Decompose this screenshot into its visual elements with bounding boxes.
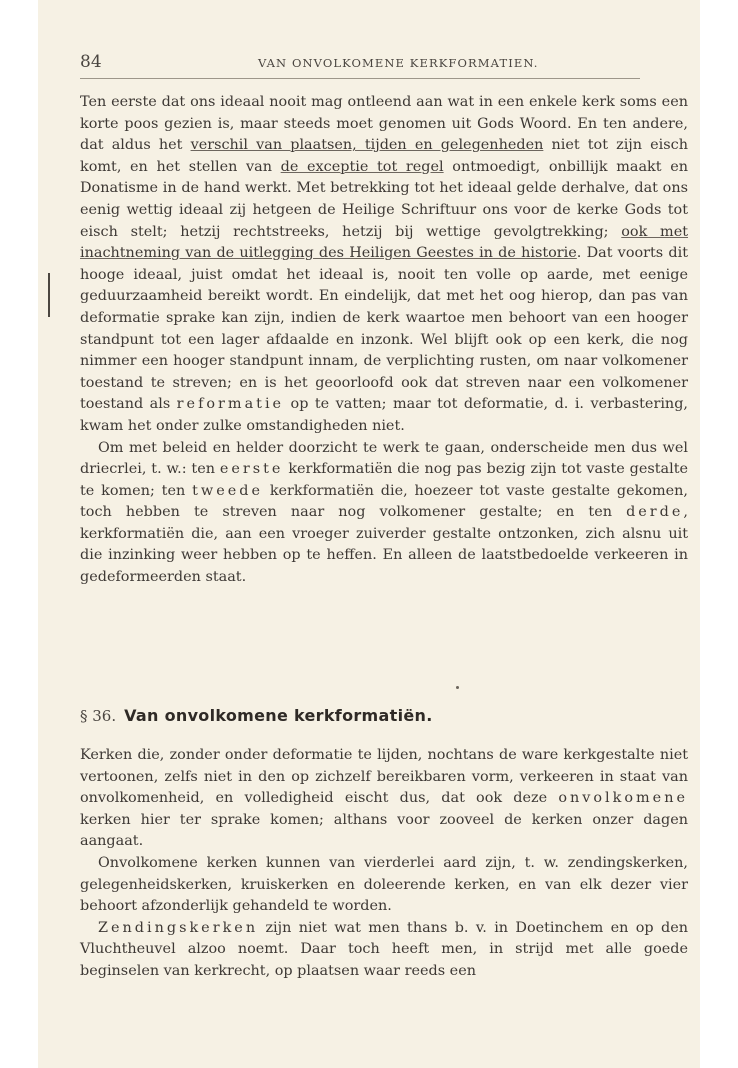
running-head: VAN ONVOLKOMENE KERKFORMATIEN. <box>258 56 539 70</box>
section-title: Van onvolkomene kerkformatiën. <box>124 706 433 725</box>
paragraph-4: Onvolkomene kerken kunnen van vierderlei aard zijn, t. w. zendingskerken, gelegenheidskerken, kruiskerken en doleerende kerken, en van elk dezer vier behoort afzonderlijk gehandeld te worden. <box>80 854 688 915</box>
paragraph-1: Ten eerste dat ons ideaal nooit mag ontleend aan wat in een enkele kerk soms een korte poos gezien is, maar steeds moet genomen uit Gods Woord. En ten andere, dat aldus het verschil van plaatsen, tijden en gelegenheden niet tot zijn eisch komt, en het stellen van de exceptie tot regel ontmoedigt, onbillijk maakt en Donatisme in de hand werkt. Met betrekking tot het ideaal gelde derhalve, dat ons eenig wettig ideaal zij hetgeen de Heilige Schriftuur ons voor de kerke Gods tot eisch stelt; hetzij rechtstreeks, hetzij bij wettige gevolgtrekking; ook met inachtneming van de uitlegging des Heiligen Geestes in de historie. Dat voorts dit hooge ideaal, juist omdat het ideaal is, nooit ten volle op aarde, met eenige geduurzaamheid bereikt wordt. En eindelijk, dat met het oog hierop, dan pas van deformatie sprake kan zijn, indien de kerk waartoe men behoort van een hooger standpunt tot een lager afdaalde en inzonk. Wel blijft ook op een kerk, die nog nimmer een hooger standpunt innam, de verplichting rusten, om naar volkomener toestand te streven; en is het geoorloofd ook dat streven naar een volkomener toestand als reformatie op te vatten; maar tot deformatie, d. i. verbastering, kwam het onder zulke omstandigheden niet. <box>80 94 688 434</box>
paragraph-2: Om met beleid en helder doorzicht te werk te gaan, onderscheide men dus wel driecrlei, t. w.: ten eerste kerkformatiën die nog pas bezig zijn tot vaste gestalte te komen; ten tweede kerkformatiën die, hoezeer tot vaste gestalte gekomen, toch hebben te streven naar nog volkomener gestalte; en ten derde, kerkformatiën die, aan een vroeger zuiverder gestalte ontzonken, zich alsnu uit die inzinking weer hebben op te heffen. En alleen de laatstbedoelde verkeeren in gedeformeerden staat. <box>80 439 688 586</box>
body-text-top <box>80 92 688 589</box>
margin-pencil-mark <box>48 273 50 317</box>
page-header <box>80 52 640 76</box>
stray-mark <box>456 686 459 689</box>
header-rule <box>80 78 640 79</box>
page-number: 84 <box>80 52 102 72</box>
body-text-bottom <box>80 745 688 983</box>
paragraph-5: Zendingskerken zijn niet wat men thans b. v. in Doetinchem en op den Vluchtheuvel alzoo noemt. Daar toch heeft men, in strijd met alle goede beginselen van kerkrecht, op plaatsen waar reeds een <box>80 919 688 979</box>
page <box>38 0 700 1068</box>
section-heading <box>80 706 680 725</box>
section-number: § 36. <box>80 707 117 725</box>
paragraph-3: Kerken die, zonder onder deformatie te lijden, nochtans de ware kerkgestalte niet vertoonen, zelfs niet in den op zichzelf bereikbaren vorm, verkeeren in staat van onvolkomenheid, en volledigheid eischt dus, dat ook deze onvolkomene kerken hier ter sprake komen; althans voor zooveel de kerken onzer dagen aangaat. <box>80 747 688 850</box>
